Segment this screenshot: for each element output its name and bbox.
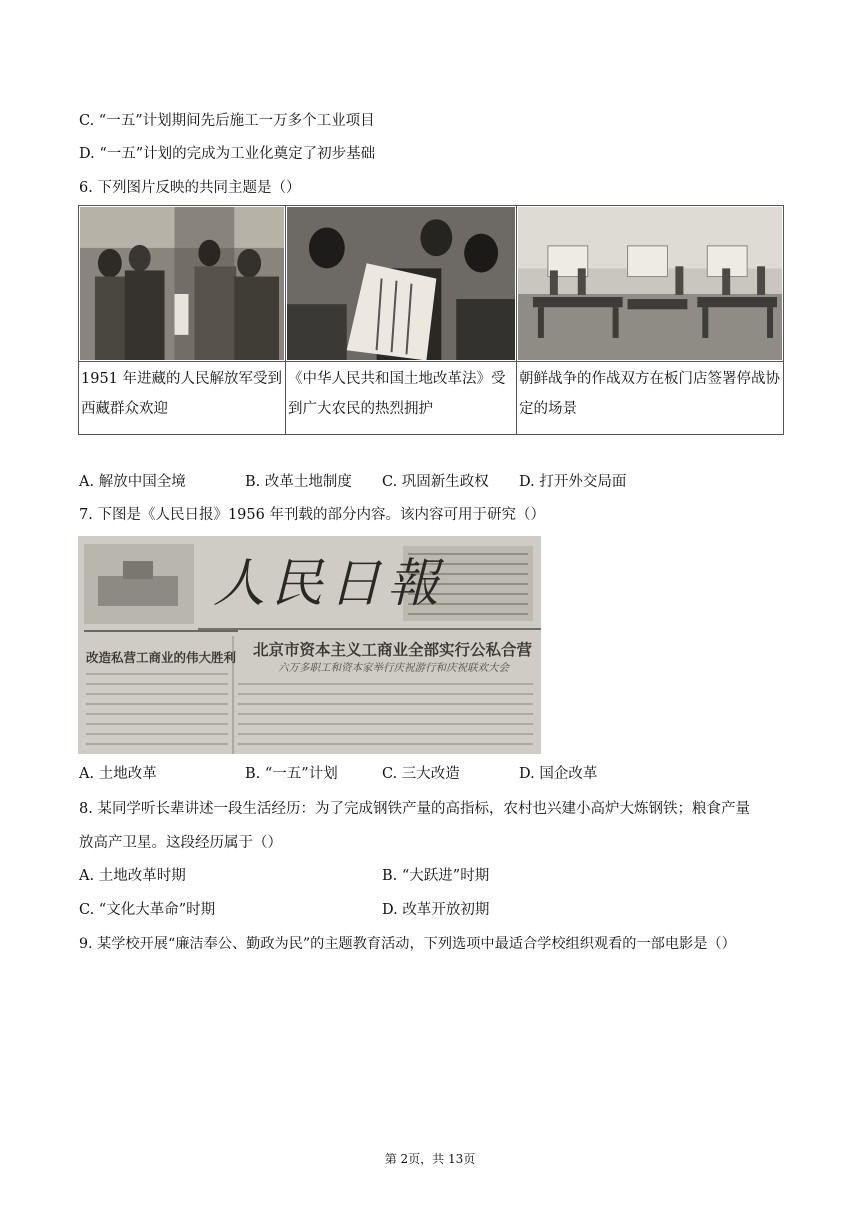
photo-cell-tibet <box>79 206 286 362</box>
question-6: 6. 下列图片反映的共同主题是（） <box>79 180 301 196</box>
caption-land-reform: 《中华人民共和国土地改革法》受到广大农民的热烈拥护 <box>286 362 517 435</box>
q8-option-b: B. “大跃进”时期 <box>382 868 490 884</box>
q6-picture-table <box>78 205 784 435</box>
page-footer: 第 2页，共 13页 <box>384 1152 476 1166</box>
newspaper-headline: 北京市资本主义工商业全部实行公私合营 <box>253 640 533 659</box>
panmunjom-armistice-photo <box>518 207 782 360</box>
question-8-line2: 放高产卫星。这段经历属于（） <box>79 835 282 851</box>
question-9: 9. 某学校开展“廉洁奉公、勤政为民”的主题教育活动，下列选项中最适合学校组织观看的一部电影是（） <box>79 936 736 952</box>
q6-option-a: A. 解放中国全境 <box>79 474 186 490</box>
q6-option-c: C. 巩固新生政权 <box>382 474 489 490</box>
land-reform-law-photo <box>287 207 515 360</box>
newspaper-masthead: 人民日報 <box>213 554 446 614</box>
photo-cell-panmunjom <box>517 206 784 362</box>
q7-option-c: C. 三大改造 <box>382 766 460 782</box>
question-8-line1: 8. 某同学听长辈讲述一段生活经历：为了完成钢铁产量的高指标，农村也兴建小高炉大炼钢铁；粮食产量 <box>79 801 750 817</box>
peoples-daily-clipping <box>78 536 541 754</box>
q5-option-c: C. “一五”计划期间先后施工一万多个工业项目 <box>79 113 375 129</box>
q5-option-d: D. “一五”计划的完成为工业化奠定了初步基础 <box>79 146 376 162</box>
q7-option-d: D. 国企改革 <box>519 766 598 782</box>
photo-cell-land-reform <box>286 206 517 362</box>
caption-panmunjom: 朝鲜战争的作战双方在板门店签署停战协定的场景 <box>517 362 784 435</box>
newspaper-left-headline: 改造私营工商业的伟大胜利 <box>86 650 237 665</box>
caption-tibet: 1951 年进藏的人民解放军受到西藏群众欢迎 <box>79 362 286 435</box>
question-7: 7. 下图是《人民日报》1956 年刊载的部分内容。该内容可用于研究（） <box>79 507 545 523</box>
q8-option-c: C. “文化大革命”时期 <box>79 902 216 918</box>
q8-option-d: D. 改革开放初期 <box>382 902 490 918</box>
q6-option-b: B. 改革土地制度 <box>245 474 352 490</box>
q8-option-a: A. 土地改革时期 <box>79 868 186 884</box>
newspaper-subheadline: 六万多职工和资本家举行庆祝游行和庆祝联欢大会 <box>278 662 509 674</box>
q7-option-a: A. 土地改革 <box>79 766 157 782</box>
q6-option-d: D. 打开外交局面 <box>519 474 627 490</box>
tibet-welcome-photo <box>80 207 284 360</box>
q7-option-b: B. “一五”计划 <box>245 766 338 782</box>
